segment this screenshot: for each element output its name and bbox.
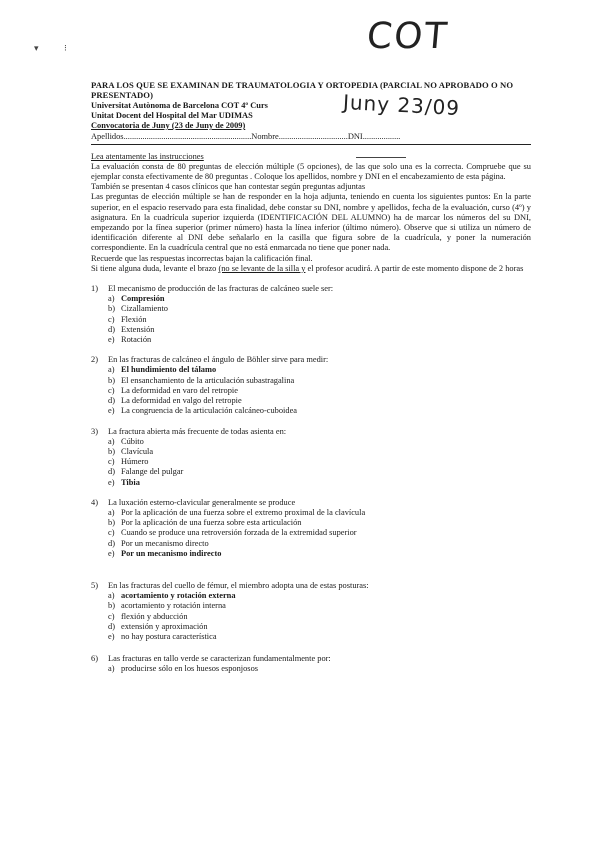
option-list	[108, 294, 531, 345]
document-body	[91, 80, 531, 675]
option-text: La deformidad en valgo del retropie	[121, 396, 242, 406]
answer-option	[108, 457, 531, 467]
option-letter: b)	[108, 518, 115, 528]
instructions-underlined: (no se levante de la silla y	[218, 263, 306, 273]
option-text: Por la aplicación de una fuerza sobre el extremo proximal de la clavícula	[121, 507, 366, 517]
option-text: Cúbito	[121, 436, 144, 446]
option-letter: e)	[108, 406, 115, 416]
question-item	[91, 284, 531, 345]
question-stem	[91, 355, 531, 365]
option-letter: a)	[108, 436, 115, 446]
instructions-heading: Lea atentamente las instrucciones	[91, 151, 204, 161]
question-item	[91, 654, 531, 674]
option-letter: b)	[108, 601, 115, 611]
option-letter: a)	[108, 664, 115, 674]
question-text: Las fracturas en tallo verde se caracterizan fundamentalmente por:	[108, 654, 331, 664]
answer-option	[108, 601, 531, 611]
question-item	[91, 355, 531, 416]
option-list	[108, 365, 531, 416]
scan-speck: ⁝	[64, 44, 67, 54]
option-text: Compresión	[121, 294, 165, 304]
answer-option	[108, 518, 531, 528]
instructions-paragraph: Recuerde que las respuestas incorrectas bajan la calificación final.	[91, 253, 313, 263]
option-letter: c)	[108, 314, 115, 324]
question-number: 4)	[91, 497, 98, 507]
answer-option	[108, 612, 531, 622]
option-letter: b)	[108, 446, 115, 456]
option-text: Cuando se produce una retroversión forzada de la extremidad superior	[121, 528, 357, 538]
option-text: Por un mecanismo directo	[121, 538, 209, 548]
answer-option	[108, 467, 531, 477]
option-text: no hay postura característica	[121, 631, 217, 641]
option-letter: e)	[108, 335, 115, 345]
option-letter: c)	[108, 611, 115, 621]
answer-option	[108, 406, 531, 416]
answer-option	[108, 549, 531, 559]
handwritten-cot: COT	[365, 16, 451, 57]
question-item	[91, 498, 531, 559]
answer-option	[108, 335, 531, 345]
option-list	[108, 508, 531, 559]
question-text: El mecanismo de producción de las fracturas de calcáneo suele ser:	[108, 284, 334, 294]
handwritten-date: Juny 23/09	[342, 89, 461, 121]
option-text: Por la aplicación de una fuerza sobre esta articulación	[121, 518, 302, 528]
answer-option	[108, 539, 531, 549]
answer-option	[108, 396, 531, 406]
option-text: producirse sólo en los huesos esponjosos	[121, 664, 259, 674]
question-text: En las fracturas del cuello de fémur, el miembro adopta una de estas posturas:	[108, 580, 369, 590]
option-letter: c)	[108, 385, 115, 395]
option-text: Extensión	[121, 324, 155, 334]
convocatoria-line: Convocatoria de Juny (23 de Juny de 2009)	[91, 121, 246, 131]
option-text: Por un mecanismo indirecto	[121, 548, 222, 558]
question-stem	[91, 654, 531, 664]
instructions-paragraph: También se presentan 4 casos clínicos que han contestar según preguntas adjuntas	[91, 182, 366, 192]
option-letter: d)	[108, 396, 115, 406]
option-text: El ensanchamiento de la articulación subastragalina	[121, 375, 295, 385]
university-line: Universitat Autònoma de Barcelona COT 4º Curs	[91, 100, 268, 110]
option-text: flexión y abducción	[121, 611, 188, 621]
option-text: Húmero	[121, 457, 149, 467]
option-letter: a)	[108, 365, 115, 375]
option-text: Rotación	[121, 335, 152, 345]
answer-option	[108, 508, 531, 518]
question-list	[91, 284, 531, 675]
question-item	[91, 581, 531, 642]
instructions-paragraph: Las preguntas de elección múltiple se han de responder en la hoja adjunta, teniendo en cuenta los siguientes puntos: En la parte superior, en el espacio reservado para esta finalidad, debe constar su DNI, nombre y apellidos, fecha de la evaluación, curso (4º) y asignatura. En la cuadrícula superior izquierda (IDENTIFICACIÓN DEL ALUMNO) ha de marcar los números del su DNI, empezando por la fínea superior (primer número) hasta la línea inferior (último número). Observe que si utiliza un número de identificación diferente al DNI debe señalarlo en la casilla que figura sobre de la cuadrícula, y poner la numeración correspondiente. En la cuadrícula central que no está enmarcada no tiene que poner nada.	[91, 192, 531, 253]
name-fields-line: Apellidos.............................................................Nombre.................................DNI..................	[91, 132, 531, 144]
option-text: El hundimiento del tálamo	[121, 365, 217, 375]
question-number: 2)	[91, 355, 98, 365]
question-stem	[91, 581, 531, 591]
instructions-text: el profesor acudirá. A partir de este momento dispone de 2 horas	[305, 263, 524, 273]
option-letter: b)	[108, 304, 115, 314]
option-letter: c)	[108, 457, 115, 467]
option-letter: d)	[108, 538, 115, 548]
question-stem	[91, 498, 531, 508]
question-item	[91, 427, 531, 488]
option-text: extensión y aproximación	[121, 621, 208, 631]
option-list	[108, 591, 531, 642]
answer-option	[108, 376, 531, 386]
option-list	[108, 664, 531, 674]
question-number: 3)	[91, 426, 98, 436]
answer-option	[108, 622, 531, 632]
question-text: La fractura abierta más frecuente de todas asienta en:	[108, 426, 287, 436]
option-text: Cizallamiento	[121, 304, 168, 314]
answer-option	[108, 447, 531, 457]
option-letter: a)	[108, 591, 115, 601]
option-letter: d)	[108, 467, 115, 477]
option-letter: b)	[108, 375, 115, 385]
option-letter: e)	[108, 477, 115, 487]
answer-option	[108, 365, 531, 375]
option-list	[108, 437, 531, 488]
question-number: 6)	[91, 654, 98, 664]
question-text: La luxación esterno-clavicular generalmente se produce	[108, 497, 296, 507]
instructions-text: Si tiene alguna duda, levante el brazo	[91, 263, 219, 273]
option-text: Tibia	[121, 477, 140, 487]
option-letter: d)	[108, 621, 115, 631]
answer-option	[108, 632, 531, 642]
option-letter: e)	[108, 548, 115, 558]
option-letter: a)	[108, 507, 115, 517]
answer-option	[108, 315, 531, 325]
unit-line: Unitat Docent del Hospital del Mar UDIMAS	[91, 111, 253, 121]
question-number: 5)	[91, 580, 98, 590]
option-letter: e)	[108, 631, 115, 641]
question-stem	[91, 284, 531, 294]
answer-option	[108, 386, 531, 396]
question-text: En las fracturas de calcáneo el ángulo de Böhler sirve para medir:	[108, 355, 329, 365]
answer-option	[108, 478, 531, 488]
instructions-paragraph	[91, 264, 531, 274]
question-number: 1)	[91, 284, 98, 294]
answer-option	[108, 591, 531, 601]
option-text: Falange del pulgar	[121, 467, 184, 477]
exam-title: PARA LOS QUE SE EXAMINAN DE TRAUMATOLOGIA Y ORTOPEDIA (PARCIAL NO APROBADO O NO PRESENTADO)	[91, 80, 514, 101]
option-text: acortamiento y rotación externa	[121, 591, 236, 601]
option-letter: d)	[108, 324, 115, 334]
instructions-paragraph: La evaluación consta de 80 preguntas de elección múltiple (5 opciones), de las que solo una es la correcta. Compruebe que su ejemplar consta efectivamente de 80 preguntas . Coloque los apellidos, nombre y DNI en el encabezamiento de esta página.	[91, 161, 531, 182]
option-text: Clavícula	[121, 446, 154, 456]
option-text: La deformidad en varo del retropie	[121, 385, 238, 395]
answer-option	[108, 437, 531, 447]
option-text: acortamiento y rotación interna	[121, 601, 226, 611]
answer-option	[108, 528, 531, 538]
question-stem	[91, 427, 531, 437]
option-text: La congruencia de la articulación calcáneo-cuboidea	[121, 406, 298, 416]
scan-speck: ▾	[34, 44, 39, 54]
option-text: Flexión	[121, 314, 147, 324]
answer-option	[108, 304, 531, 314]
option-letter: c)	[108, 528, 115, 538]
option-letter: a)	[108, 294, 115, 304]
answer-option	[108, 325, 531, 335]
answer-option	[108, 294, 531, 304]
answer-option	[108, 664, 531, 674]
